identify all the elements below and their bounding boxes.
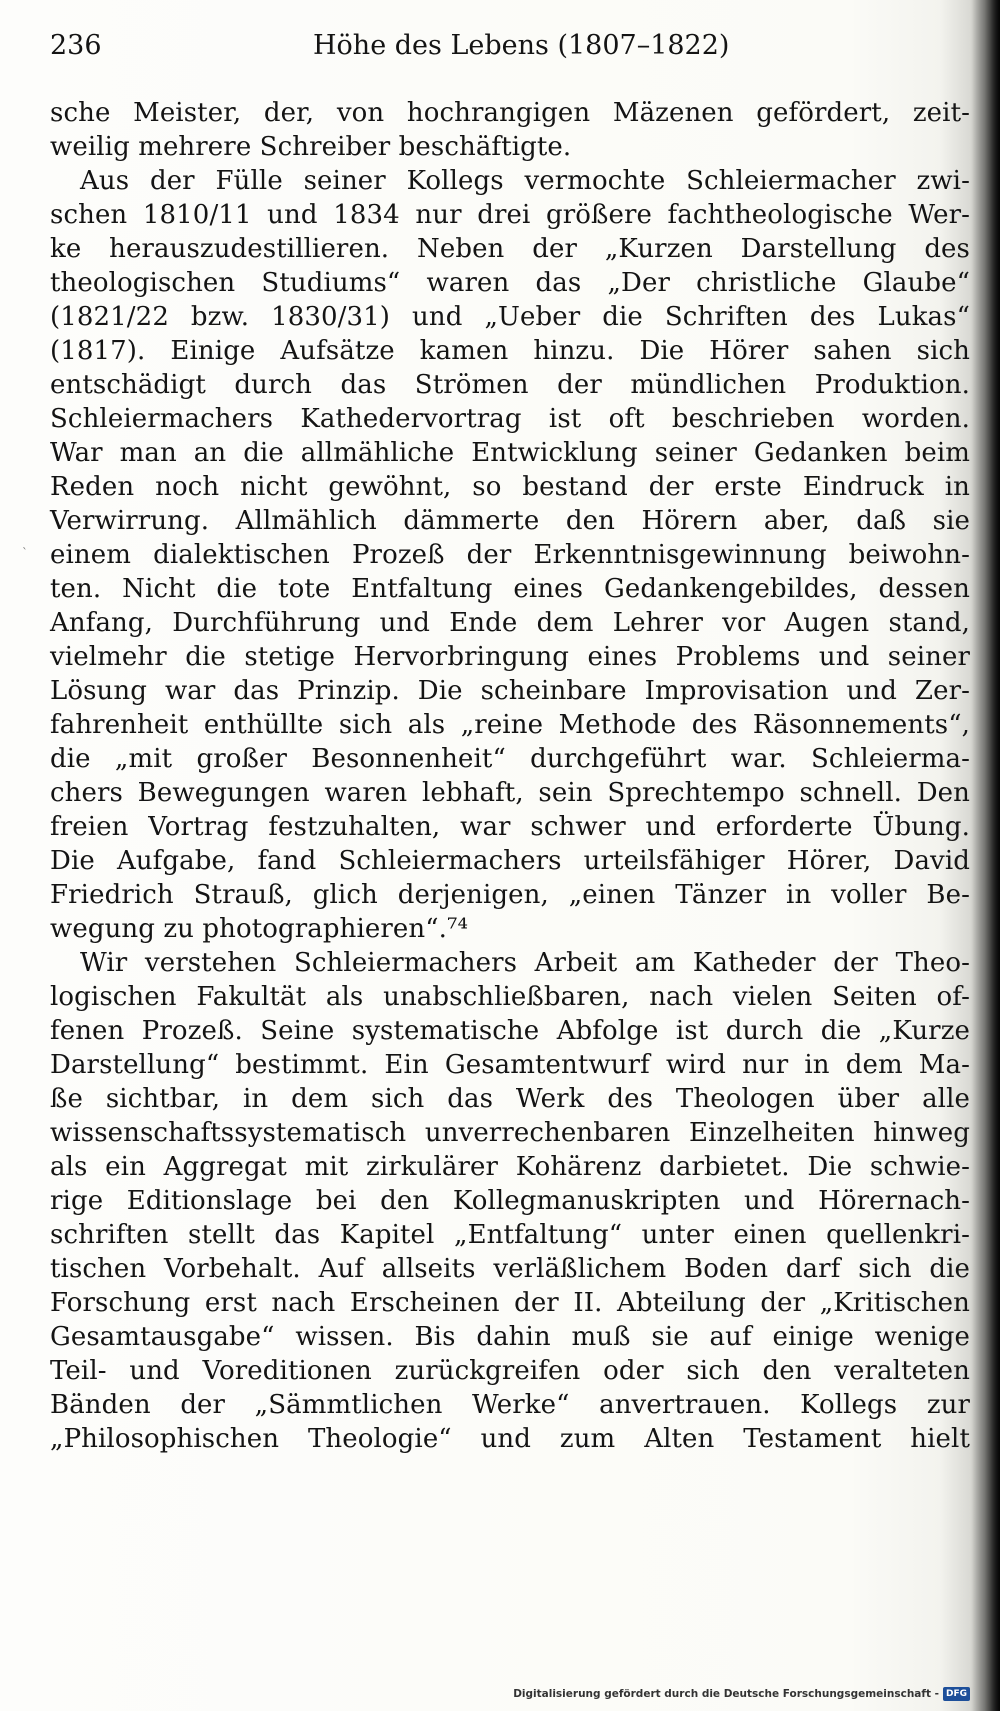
text-line: schen 1810/11 und 1834 nur drei größere fachtheologische Wer- xyxy=(50,200,970,230)
text-line: Anfang, Durchführung und Ende dem Lehrer vor Augen stand, xyxy=(50,608,970,638)
text-line: (1821/22 bzw. 1830/31) und „Ueber die Schriften des Lukas“ xyxy=(50,302,970,332)
body-text xyxy=(50,96,970,1456)
text-line: Aus der Fülle seiner Kollegs vermochte Schleiermacher zwi- xyxy=(80,166,970,196)
text-line: fahrenheit enthüllte sich als „reine Methode des Räsonnements“, xyxy=(50,710,970,740)
text-line: logischen Fakultät als unabschließbaren, nach vielen Seiten of- xyxy=(50,982,970,1012)
text-line: wissenschaftssystematisch unverrechenbaren Einzelheiten hinweg xyxy=(50,1118,970,1148)
text-line: Darstellung“ bestimmt. Ein Gesamtentwurf wird nur in dem Ma- xyxy=(50,1050,970,1080)
text-line: Schleiermachers Kathedervortrag ist oft beschrieben worden. xyxy=(50,404,970,434)
text-line: „Philosophischen Theologie“ und zum Alten Testament hielt xyxy=(50,1424,970,1454)
text-line: Reden noch nicht gewöhnt, so bestand der erste Eindruck in xyxy=(50,472,970,502)
text-line: rige Editionslage bei den Kollegmanuskripten und Hörernach- xyxy=(50,1186,970,1216)
text-line: einem dialektischen Prozeß der Erkenntnisgewinnung beiwohn- xyxy=(50,540,970,570)
text-line: Lösung war das Prinzip. Die scheinbare Improvisation und Zer- xyxy=(50,676,970,706)
text-line: sche Meister, der, von hochrangigen Mäzenen gefördert, zeit- xyxy=(50,98,970,128)
dfg-logo-icon: DFG xyxy=(943,1687,970,1701)
text-line: ten. Nicht die tote Entfaltung eines Gedankengebildes, dessen xyxy=(50,574,970,604)
text-line: vielmehr die stetige Hervorbringung eines Problems und seiner xyxy=(50,642,970,672)
page-number: 236 xyxy=(50,30,102,61)
text-line: tischen Vorbehalt. Auf allseits verläßlichem Boden darf sich die xyxy=(50,1254,970,1284)
text-line: Friedrich Strauß, glich derjenigen, „einen Tänzer in voller Be- xyxy=(50,880,970,910)
text-line: Wir verstehen Schleiermachers Arbeit am Katheder der Theo- xyxy=(80,948,970,978)
text-line: die „mit großer Besonnenheit“ durchgeführt war. Schleierma- xyxy=(50,744,970,774)
text-line: Bänden der „Sämmtlichen Werke“ anvertrauen. Kollegs zur xyxy=(50,1390,970,1420)
text-line: Gesamtausgabe“ wissen. Bis dahin muß sie auf einige wenige xyxy=(50,1322,970,1352)
text-line: ße sichtbar, in dem sich das Werk des Theologen über alle xyxy=(50,1084,970,1114)
text-line: ke herauszudestillieren. Neben der „Kurzen Darstellung des xyxy=(50,234,970,264)
running-head xyxy=(50,28,960,64)
text-line: weilig mehrere Schreiber beschäftigte. xyxy=(50,132,572,162)
text-line: freien Vortrag festzuhalten, war schwer und erforderte Übung. xyxy=(50,812,970,842)
text-line: Die Aufgabe, fand Schleiermachers urteilsfähiger Hörer, David xyxy=(50,846,970,876)
running-title: Höhe des Lebens (1807–1822) xyxy=(313,30,730,61)
text-line: (1817). Einige Aufsätze kamen hinzu. Die Hörer sahen sich xyxy=(50,336,970,366)
text-line: Verwirrung. Allmählich dämmerte den Hörern aber, daß sie xyxy=(50,506,970,536)
text-line: schriften stellt das Kapitel „Entfaltung“ unter einen quellenkri- xyxy=(50,1220,970,1250)
binding-shadow xyxy=(972,0,1000,1711)
digitization-footer xyxy=(513,1685,970,1703)
text-line: chers Bewegungen waren lebhaft, sein Sprechtempo schnell. Den xyxy=(50,778,970,808)
text-line: War man an die allmähliche Entwicklung seiner Gedanken beim xyxy=(50,438,970,468)
text-line: theologischen Studiums“ waren das „Der christliche Glaube“ xyxy=(50,268,970,298)
margin-mark: ` xyxy=(22,546,28,560)
text-line: Teil- und Voreditionen zurückgreifen oder sich den veralteten xyxy=(50,1356,970,1386)
text-line: entschädigt durch das Strömen der mündlichen Produktion. xyxy=(50,370,970,400)
text-line: fenen Prozeß. Seine systematische Abfolge ist durch die „Kurze xyxy=(50,1016,970,1046)
footer-text: Digitalisierung gefördert durch die Deutsche Forschungsgemeinschaft - xyxy=(513,1688,939,1700)
text-line: wegung zu photographieren“.⁷⁴ xyxy=(50,914,469,944)
text-line: als ein Aggregat mit zirkulärer Kohärenz darbietet. Die schwie- xyxy=(50,1152,970,1182)
text-line: Forschung erst nach Erscheinen der II. Abteilung der „Kritischen xyxy=(50,1288,970,1318)
